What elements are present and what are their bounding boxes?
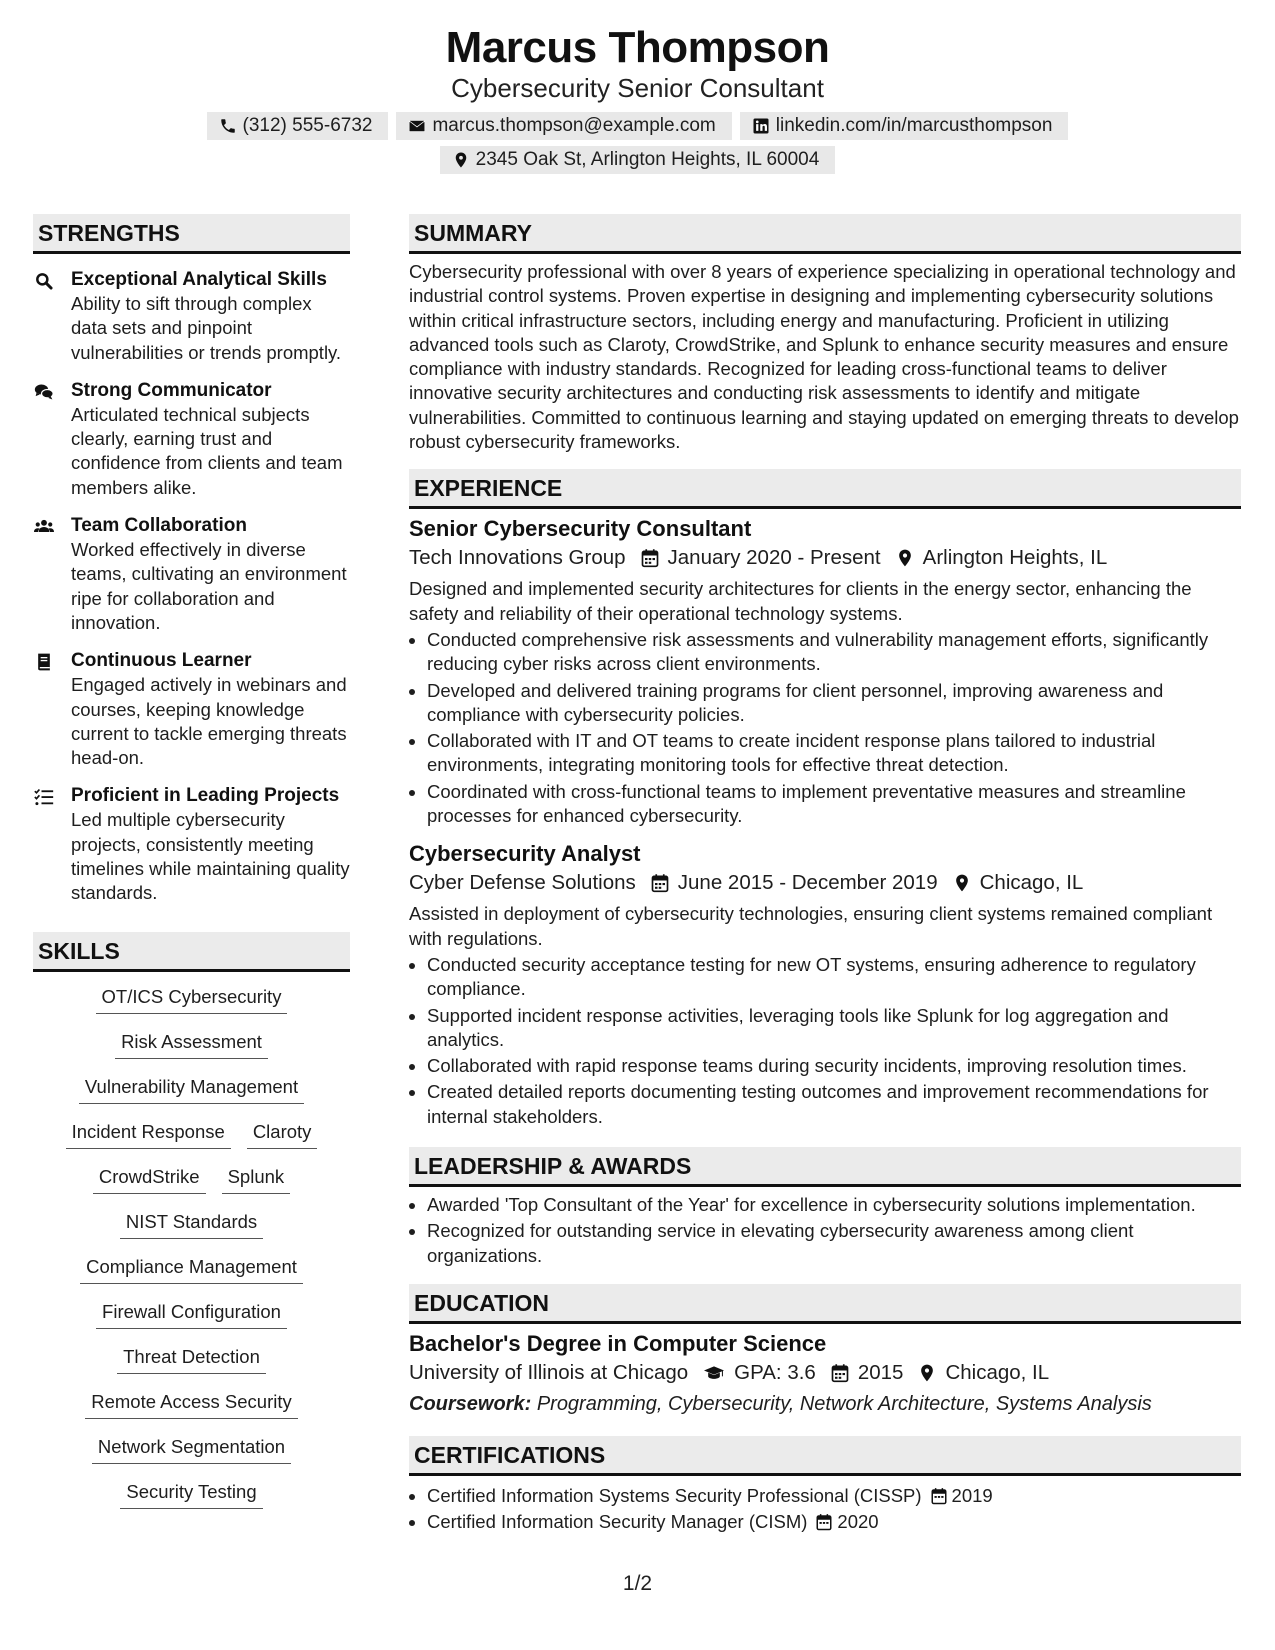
calendar-icon (815, 1513, 833, 1531)
skill-tag: Network Segmentation (92, 1432, 291, 1464)
skill-tag: CrowdStrike (93, 1162, 206, 1194)
certification-item (427, 1510, 1241, 1534)
book-icon (33, 652, 55, 672)
skill-tag: Threat Detection (117, 1342, 266, 1374)
map-marker-icon (452, 151, 470, 169)
strength-title: Exceptional Analytical Skills (71, 269, 327, 290)
linkedin-contact[interactable] (740, 112, 1069, 140)
phone-icon (219, 117, 237, 135)
certification-name: Certified Information Security Manager (CISM) (427, 1511, 808, 1533)
strength-item (33, 649, 350, 770)
calendar-icon (930, 1487, 948, 1505)
comments-icon (33, 382, 55, 402)
strength-item (33, 268, 350, 365)
map-marker-icon (917, 1363, 937, 1383)
job-bullets (409, 628, 1241, 828)
strength-item (33, 514, 350, 635)
job-bullet: • Collaborated with IT and OT teams to create incident response plans tailored to industrial environments, integrating monitoring tools for effective threat detection. (427, 729, 1241, 778)
strength-item (33, 379, 350, 500)
job-location: Arlington Heights, IL (922, 546, 1108, 570)
job-title: Cybersecurity Analyst (409, 841, 641, 867)
job-bullets (409, 953, 1241, 1129)
job-meta (409, 543, 1241, 573)
graduation-cap-icon (702, 1363, 726, 1383)
education-heading: EDUCATION (409, 1284, 1241, 1324)
job-entry (409, 515, 1241, 828)
skill-tag: Splunk (222, 1162, 291, 1194)
graduation-year: 2015 (857, 1360, 904, 1384)
leadership-heading: LEADERSHIP & AWARDS (409, 1147, 1241, 1187)
users-icon (33, 517, 55, 537)
job-location: Chicago, IL (979, 871, 1084, 895)
strength-desc: Led multiple cybersecurity projects, consistently meeting timelines while maintaining quality standards. (71, 809, 350, 904)
skill-tag: Security Testing (120, 1477, 262, 1509)
strength-item (33, 784, 350, 905)
job-entry (409, 840, 1241, 1129)
coursework-label: Coursework: (409, 1392, 532, 1415)
job-title: Senior Cybersecurity Consultant (409, 516, 752, 542)
degree-title: Bachelor's Degree in Computer Science (409, 1330, 827, 1356)
job-company: Cyber Defense Solutions (409, 871, 636, 895)
job-bullet: • Developed and delivered training programs for client personnel, improving awareness and compliance with cybersecurity policies. (427, 679, 1241, 728)
strength-title: Proficient in Leading Projects (71, 785, 340, 807)
summary-text: Cybersecurity professional with over 8 years of experience specializing in operational technology and industrial control systems. Proven expertise in designing and implementing cybersecurity solutions within critical infrastructure sectors, including energy and manufacturing. Proficient in utilizing advanced tools such as Claroty, CrowdStrike, and Splunk to enhance security measures and ensure compliance with industry standards. Recognized for leading cross-functional teams to deliver innovative security architectures and conducting risk assessments to identify and mitigate vulnerabilities. Committed to continuous learning and staying updated on emerging threats to develop robust cybersecurity frameworks. (409, 261, 1239, 453)
calendar-icon (640, 548, 660, 568)
certification-year: 2019 (951, 1484, 993, 1506)
skill-tag: Firewall Configuration (96, 1297, 287, 1329)
right-column (409, 214, 1241, 1535)
candidate-title: Cybersecurity Senior Consultant (451, 73, 824, 103)
strength-title: Continuous Learner (71, 650, 252, 672)
candidate-name: Marcus Thompson (445, 23, 830, 72)
strength-desc: Worked effectively in diverse teams, cultivating an environment ripe for collaboration and innovation. (71, 539, 347, 633)
strength-desc: Ability to sift through complex data sets and pinpoint vulnerabilities or trends promptly. (71, 293, 342, 363)
school-location: Chicago, IL (945, 1360, 1050, 1384)
certification-name: Certified Information Systems Security Professional (CISSP) (427, 1484, 922, 1506)
job-meta (409, 868, 1241, 898)
strength-title: Strong Communicator (71, 379, 272, 401)
leadership-item: • Recognized for outstanding service in elevating cybersecurity awareness among client organizations. (427, 1219, 1241, 1268)
coursework (409, 1390, 1241, 1418)
strength-desc: Articulated technical subjects clearly, earning trust and confidence from clients and team members alike. (71, 403, 343, 498)
map-marker-icon (895, 548, 915, 568)
tasks-icon (33, 787, 55, 807)
map-marker-icon (952, 873, 972, 893)
skills-heading: SKILLS (33, 932, 350, 972)
certification-year: 2020 (837, 1511, 879, 1533)
skill-tag: Remote Access Security (85, 1387, 298, 1419)
job-bullet: • Collaborated with rapid response teams during security incidents, improving resolution times. (427, 1054, 1241, 1078)
skill-tag: Vulnerability Management (79, 1072, 304, 1104)
email-text: marcus.thompson@example.com (432, 115, 716, 136)
gpa-text: GPA: 3.6 (734, 1360, 816, 1384)
calendar-icon (830, 1363, 850, 1383)
left-column (33, 214, 350, 1522)
skill-tag: Claroty (247, 1117, 318, 1149)
calendar-icon (650, 873, 670, 893)
job-bullet: • Supported incident response activities, leveraging tools like Splunk for log aggregation and analytics. (427, 1004, 1241, 1053)
experience-heading: EXPERIENCE (409, 469, 1241, 509)
strengths-heading: STRENGTHS (33, 214, 350, 254)
page-number: 1/2 (622, 1572, 653, 1595)
search-icon (33, 271, 55, 291)
linkedin-icon (752, 117, 770, 135)
linkedin-text: linkedin.com/in/marcusthompson (775, 115, 1053, 136)
phone-text: (312) 555-6732 (242, 115, 373, 136)
job-dates: January 2020 - Present (667, 546, 881, 570)
certifications-heading: CERTIFICATIONS (409, 1436, 1241, 1476)
job-description: Designed and implemented security architectures for clients in the energy sector, enhancing the safety and reliability of their operational technology systems. (409, 578, 1192, 624)
address-text: 2345 Oak St, Arlington Heights, IL 60004 (475, 149, 820, 170)
skill-tag: Incident Response (66, 1117, 231, 1149)
strength-title: Team Collaboration (71, 515, 247, 537)
leadership-list (409, 1193, 1241, 1268)
job-bullet: • Coordinated with cross-functional teams to implement preventative measures and streamline processes for enhanced cybersecurity. (427, 780, 1241, 829)
envelope-icon (408, 117, 426, 135)
skill-tag: OT/ICS Cybersecurity (96, 982, 288, 1014)
school-name: University of Illinois at Chicago (409, 1360, 689, 1384)
job-bullet: • Created detailed reports documenting testing outcomes and improvement recommendations for internal stakeholders. (427, 1080, 1241, 1129)
certifications-list (409, 1484, 1241, 1535)
summary-heading: SUMMARY (409, 214, 1241, 254)
education-meta (409, 1358, 1241, 1388)
address-contact (440, 146, 836, 174)
job-bullet: • Conducted comprehensive risk assessments and vulnerability management efforts, significantly reducing cyber risks across client environments. (427, 628, 1241, 677)
resume-header (0, 22, 1275, 174)
leadership-item: • Awarded 'Top Consultant of the Year' for excellence in cybersecurity solutions implementation. (427, 1193, 1241, 1217)
skill-tag: NIST Standards (120, 1207, 263, 1239)
job-company: Tech Innovations Group (409, 546, 626, 570)
strength-desc: Engaged actively in webinars and courses, keeping knowledge current to tackle emerging threats head-on. (71, 674, 347, 769)
job-dates: June 2015 - December 2019 (677, 871, 938, 895)
coursework-text: Programming, Cybersecurity, Network Architecture, Systems Analysis (536, 1392, 1152, 1415)
job-description: Assisted in deployment of cybersecurity technologies, ensuring client systems remained compliant with regulations. (409, 903, 1213, 949)
job-bullet: • Conducted security acceptance testing for new OT systems, ensuring adherence to regulatory compliance. (427, 953, 1241, 1002)
phone-contact[interactable] (207, 112, 389, 140)
email-contact[interactable] (396, 112, 731, 140)
skill-tag: Risk Assessment (115, 1027, 268, 1059)
certification-item (427, 1484, 1241, 1508)
skill-tag: Compliance Management (80, 1252, 303, 1284)
skills-list (33, 982, 350, 1522)
